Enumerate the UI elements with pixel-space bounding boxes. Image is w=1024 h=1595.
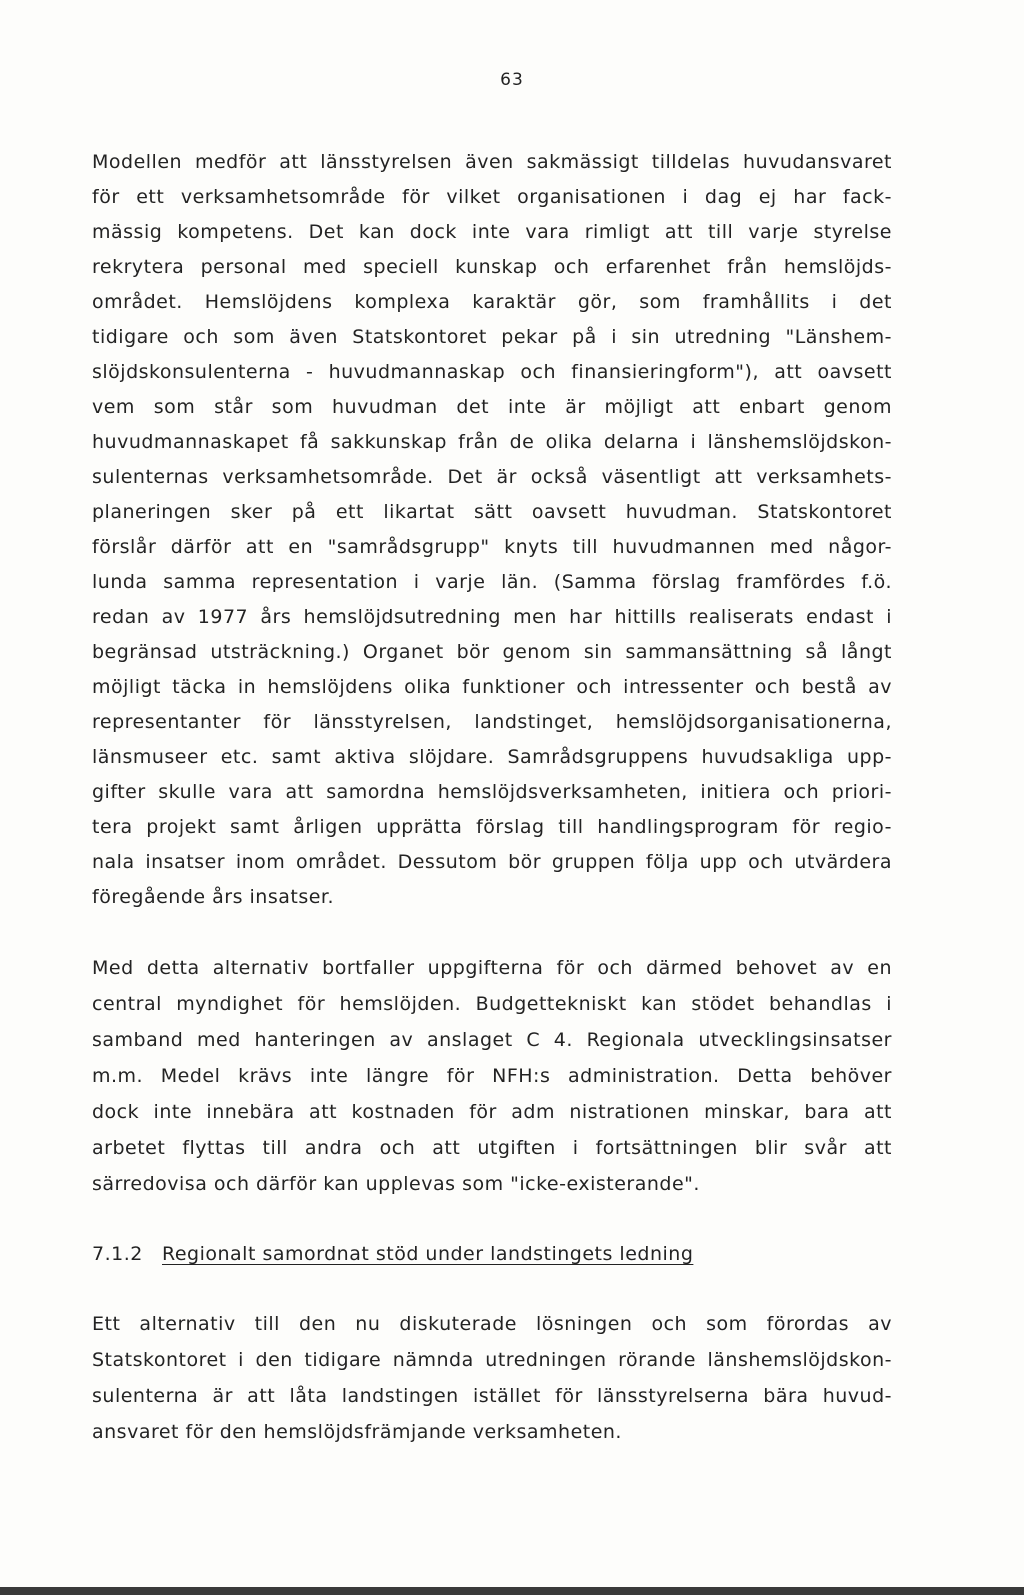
text-line: dock inte innebära att kostnaden för adm nistrationen minskar, bara att: [92, 1101, 892, 1123]
scan-edge: [0, 1587, 1024, 1595]
text-line: ansvaret för den hemslöjdsfrämjande verksamheten.: [92, 1421, 622, 1443]
text-line: m.m. Medel krävs inte längre för NFH:s administration. Detta behöver: [92, 1065, 892, 1087]
text-line: lunda samma representation i varje län. (Samma förslag framfördes f.ö.: [92, 571, 892, 593]
text-line: området. Hemslöjdens komplexa karaktär gör, som framhållits i det: [92, 291, 892, 313]
text-line: gifter skulle vara att samordna hemslöjdsverksamheten, initiera och priori-: [92, 781, 892, 803]
text-line: Ett alternativ till den nu diskuterade lösningen och som förordas av: [92, 1313, 892, 1335]
text-line: slöjdskonsulenterna - huvudmannaskap och finansieringform"), att oavsett: [92, 361, 892, 383]
text-line: huvudmannaskapet få sakkunskap från de olika delarna i länshemslöjdskon-: [92, 431, 892, 453]
text-line: begränsad utsträckning.) Organet bör genom sin sammansättning så långt: [92, 641, 892, 663]
text-line: Med detta alternativ bortfaller uppgifterna för och därmed behovet av en: [92, 957, 892, 979]
text-line: vem som står som huvudman det inte är möjligt att enbart genom: [92, 396, 892, 418]
text-line: för ett verksamhetsområde för vilket organisationen i dag ej har fack-: [92, 186, 892, 208]
text-line: redan av 1977 års hemslöjdsutredning men har hittills realiserats endast i: [92, 606, 892, 628]
text-line: nala insatser inom området. Dessutom bör gruppen följa upp och utvärdera: [92, 851, 892, 873]
text-line: länsmuseer etc. samt aktiva slöjdare. Samrådsgruppens huvudsakliga upp-: [92, 746, 892, 768]
text-line: mässig kompetens. Det kan dock inte vara rimligt att till varje styrelse: [92, 221, 892, 243]
text-line: förslår därför att en "samrådsgrupp" knyts till huvudmannen med någor-: [92, 536, 892, 558]
text-line: representanter för länsstyrelsen, landstinget, hemslöjdsorganisationerna,: [92, 711, 892, 733]
text-line: central myndighet för hemslöjden. Budgettekniskt kan stödet behandlas i: [92, 993, 892, 1015]
text-line: arbetet flyttas till andra och att utgiften i fortsättningen blir svår att: [92, 1137, 892, 1159]
text-line: rekrytera personal med speciell kunskap och erfarenhet från hemslöjds-: [92, 256, 892, 278]
text-line: särredovisa och därför kan upplevas som "icke-existerande".: [92, 1173, 700, 1195]
section-title: Regionalt samordnat stöd under landstingets ledning: [162, 1243, 694, 1265]
section-number: 7.1.2: [92, 1243, 143, 1265]
text-line: Statskontoret i den tidigare nämnda utredningen rörande länshemslöjdskon-: [92, 1349, 892, 1371]
text-line: Modellen medför att länsstyrelsen även sakmässigt tilldelas huvudansvaret: [92, 151, 892, 173]
text-line: tera projekt samt årligen upprätta förslag till handlingsprogram för regio-: [92, 816, 892, 838]
text-line: tidigare och som även Statskontoret pekar på i sin utredning "Länshem-: [92, 326, 892, 348]
text-line: sulenterna är att låta landstingen istället för länsstyrelserna bära huvud-: [92, 1385, 892, 1407]
text-line: föregående års insatser.: [92, 886, 335, 908]
page-number: 63: [500, 70, 524, 90]
text-line: samband med hanteringen av anslaget C 4. Regionala utvecklingsinsatser: [92, 1029, 892, 1051]
text-line: möjligt täcka in hemslöjdens olika funktioner och intressenter och bestå av: [92, 676, 892, 698]
text-line: sulenternas verksamhetsområde. Det är också väsentligt att verksamhets-: [92, 466, 892, 488]
text-line: planeringen sker på ett likartat sätt oavsett huvudman. Statskontoret: [92, 501, 892, 523]
section-heading: [92, 1242, 892, 1266]
